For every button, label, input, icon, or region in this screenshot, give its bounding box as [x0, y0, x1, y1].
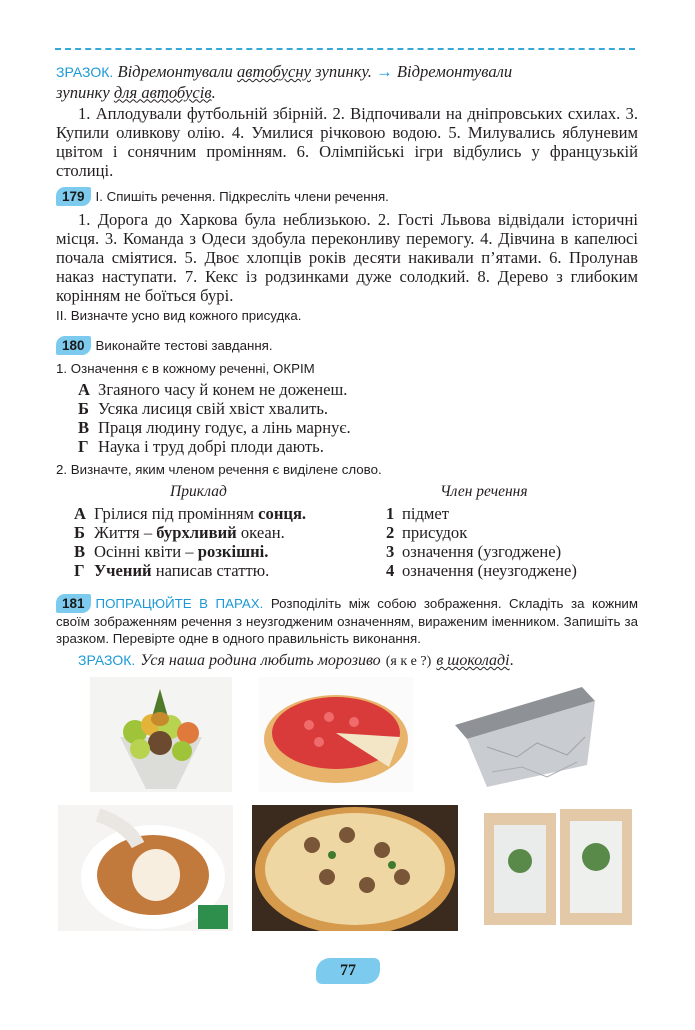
row-example [94, 523, 285, 543]
dashed-divider [55, 48, 635, 50]
row-letter: Б [74, 523, 85, 542]
option-text: Праця людину годує, а лінь марнує. [98, 418, 351, 437]
row-number: 2 [386, 523, 395, 542]
option-item [78, 437, 660, 456]
column-header-member: Член речення [440, 483, 528, 500]
row-number: 3 [386, 542, 395, 561]
matching-table [56, 483, 638, 583]
aluminum-foil-image [447, 677, 597, 792]
sample-word: Відремонтували [117, 62, 233, 81]
mushroom-pizza-image [252, 805, 458, 931]
sample-label: ЗРАЗОК. [78, 652, 136, 668]
arrow-icon: → [376, 62, 393, 81]
example-highlight: сонця. [258, 504, 307, 523]
row-number: 1 [386, 504, 395, 523]
example-highlight: розкішні. [197, 542, 269, 561]
exercise-180-header [56, 336, 638, 355]
sample-word: зупинку [56, 82, 110, 102]
option-text: Згаяного часу й конем не доженеш. [98, 380, 348, 399]
example-highlight: бурхливий [156, 523, 237, 542]
example-text: написав статтю. [151, 561, 270, 580]
exercise-181-task [56, 594, 638, 647]
exercise-task: I. Спишіть речення. Підкресліть члени речення. [95, 189, 389, 204]
sample-end: . [509, 652, 514, 669]
sample-answer: в шоколаді [436, 652, 510, 669]
row-answer: означення (неузгоджене) [402, 561, 577, 580]
row-letter: В [74, 542, 86, 561]
exercise-number-badge: 181 [56, 594, 91, 613]
row-answer: означення (узгоджене) [402, 542, 562, 561]
option-letter: Б [78, 399, 89, 418]
page-number: 77 [316, 958, 380, 984]
exercise-178-text: 1. Аплодували футбольній збірній. 2. Відпочивали на дніпровських схилах. 3. Купили оливкову олію. 4. Умилися річковою водою. 5. Милувались яблуневим цвітом і сонячним промінням. 6. Олімпійські ігри відбулись у французькій столиці. [56, 104, 638, 180]
example-text: Грілися під промінням [94, 504, 259, 523]
option-text: Наука і труд добрі плоди дають. [98, 437, 324, 456]
sample-word: . [211, 82, 216, 102]
exercise-179-header [56, 187, 638, 206]
column-header-example: Приклад [170, 483, 227, 500]
question-1: 1. Означення є в кожному реченні, ОКРІМ [56, 361, 315, 376]
row-number: 4 [386, 561, 395, 580]
sample-word: зупинку. [315, 62, 372, 81]
option-text: Усяка лисиця свій хвіст хвалить. [98, 399, 329, 418]
strawberry-tart-image [259, 677, 413, 792]
option-letter: А [78, 380, 90, 399]
option-letter: В [78, 418, 90, 437]
exercise-179-task2: II. Визначте усно вид кожного присудка. [56, 308, 302, 323]
sample-sentence [56, 62, 638, 102]
example-text: океан. [236, 523, 285, 542]
row-example [94, 561, 269, 581]
row-answer: підмет [402, 504, 450, 523]
sample-label: ЗРАЗОК. [56, 64, 114, 80]
sample-attribute: автобусну [236, 62, 311, 81]
option-item [78, 399, 660, 418]
row-letter: А [74, 504, 86, 523]
exercise-181-sample [78, 650, 638, 670]
sample-word: Відремонтували [396, 62, 513, 81]
latte-art-image [58, 805, 233, 931]
row-letter: Г [74, 561, 85, 580]
exercise-heading: ПОПРАЦЮЙТЕ В ПАРАХ. [95, 596, 264, 611]
option-letter: Г [78, 437, 89, 456]
question-1-options [78, 380, 660, 456]
row-example [94, 504, 306, 524]
exercise-task: Розподіліть між собою зображення. Складіть за кожним своїм зображенням речення з неузгодженим означенням, вираженим іменником. Запишіть за зразком. Перевірте одне в одного правильність виконання. [56, 596, 638, 646]
exercise-number-badge: 179 [56, 187, 91, 206]
sample-question: (я к е ?) [385, 654, 432, 669]
example-highlight: Учений [94, 561, 152, 580]
sample-attribute: для автобусів [113, 82, 212, 102]
option-item [78, 380, 660, 399]
fruit-bouquet-image [90, 677, 232, 792]
exercise-179-text: 1. Дорога до Харкова була неблизькою. 2. Гості Львова відвідали історичні місця. 3. Команда з Одеси здобула переконливу перемогу. 4. Дівчина в капелюсі почала сміятися. 5. Двоє хлопців років десяти накивали п’ятами. 6. Пролунав наказ наступати. 7. Кекс із родзинками дуже солодкий. 8. Дерево з глибоким корінням не боїться бурі. [56, 210, 638, 305]
example-text: Життя – [94, 523, 157, 542]
exercise-task: Виконайте тестові завдання. [95, 338, 273, 353]
sample-text: Уся наша родина любить морозиво [140, 652, 381, 669]
option-item [78, 418, 660, 437]
exercise-number-badge: 180 [56, 336, 91, 355]
row-example [94, 542, 268, 562]
photo-frame-image [480, 805, 635, 931]
example-text: Осінні квіти – [94, 542, 198, 561]
question-2: 2. Визначте, яким членом речення є виділене слово. [56, 462, 382, 477]
row-answer: присудок [402, 523, 468, 542]
